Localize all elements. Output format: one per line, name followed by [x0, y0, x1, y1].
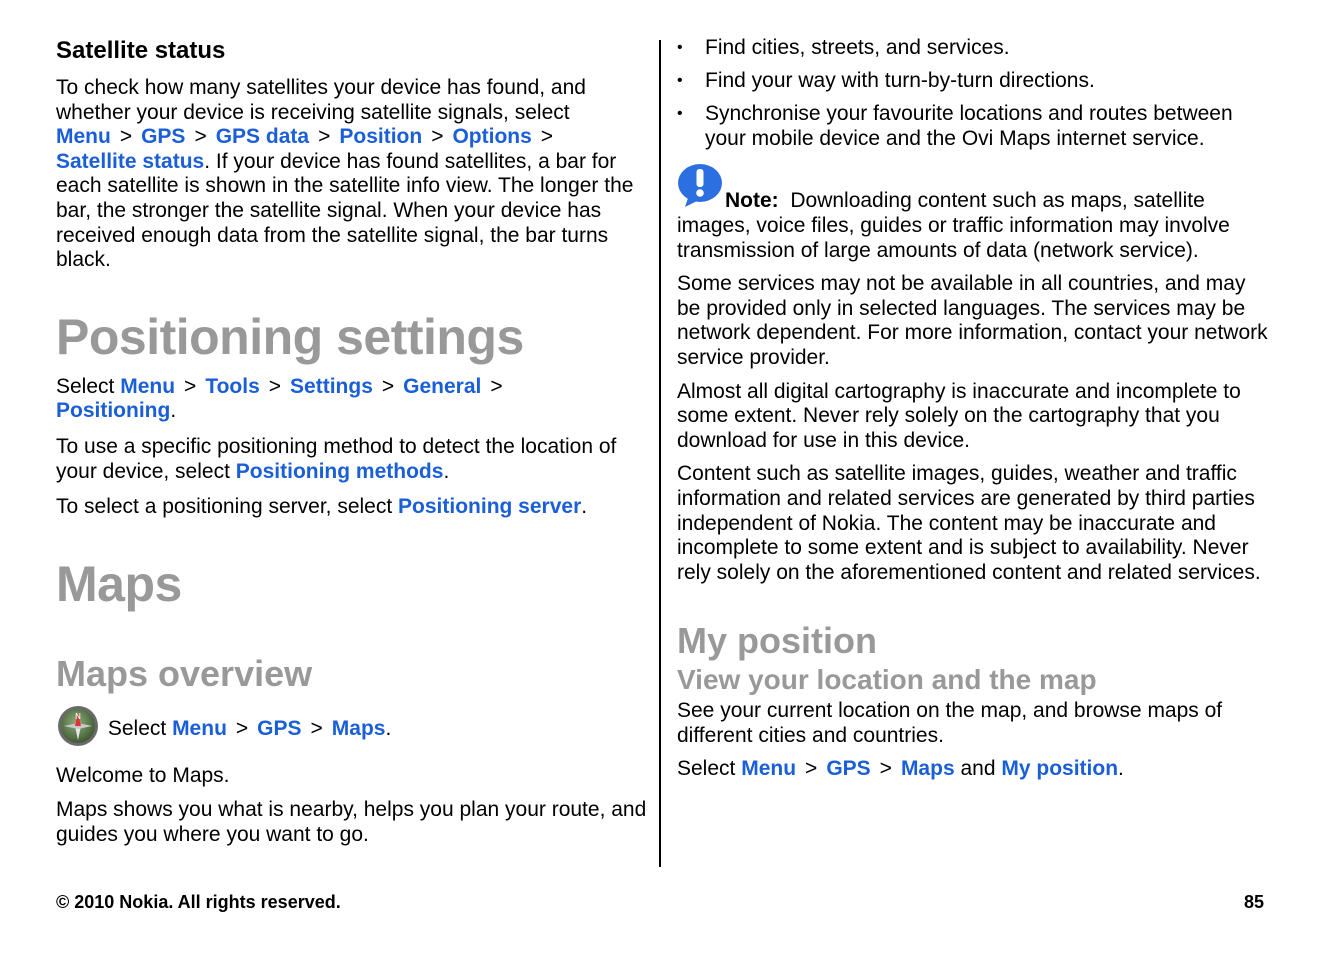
satellite-status-heading: Satellite status — [56, 37, 226, 64]
link-settings[interactable]: Settings — [290, 374, 373, 398]
link-positioning-methods[interactable]: Positioning methods — [235, 459, 444, 483]
maps-path-paragraph: N Select Menu > GPS > Maps. — [56, 704, 648, 755]
link-maps[interactable]: Maps — [900, 757, 955, 781]
view-location-subtitle: View your location and the map — [677, 664, 1097, 696]
note-text: Downloading content such as maps, satellite images, voice files, guides or traffic information may involve transmission of large amounts of data (network service). — [677, 189, 1230, 262]
note-block — [677, 163, 1269, 263]
positioning-server-paragraph: To select a positioning server, select Positioning server. — [56, 495, 588, 519]
list-item: • Find cities, streets, and services. — [677, 36, 1269, 61]
link-gps-data[interactable]: GPS data — [215, 125, 310, 149]
link-tools[interactable]: Tools — [205, 374, 260, 398]
link-menu[interactable]: Menu — [120, 374, 176, 398]
link-maps[interactable]: Maps — [331, 716, 386, 740]
footer-page-number: 85 — [1243, 892, 1264, 912]
maps-feature-list — [677, 36, 1269, 151]
link-my-position[interactable]: My position — [1001, 757, 1119, 781]
satellite-status-paragraph: To check how many satellites your device has found, and whether your device is receiving satellite signals, select Menu > GPS > GPS data > Position > Options > Satellite status. If your device has found satellites, a bar for each satellite is shown in the satellite info view. The longer the bar, the stronger the satellite signal. When your device has received enough data from the satellite signal, the bar turns black. — [56, 76, 634, 272]
left-column — [56, 36, 648, 847]
link-menu[interactable]: Menu — [56, 125, 111, 149]
link-position[interactable]: Position — [339, 125, 423, 149]
maps-overview-title: Maps overview — [56, 652, 313, 694]
my-position-path-paragraph: Select Menu > GPS > Maps and My position. — [677, 757, 1124, 781]
link-positioning-server[interactable]: Positioning server — [398, 495, 582, 519]
svg-text:N: N — [75, 711, 81, 721]
column-divider — [659, 40, 661, 867]
footer-copyright: © 2010 Nokia. All rights reserved. — [56, 892, 341, 912]
positioning-methods-paragraph: To use a specific positioning method to detect the location of your device, select Positioning methods. — [56, 434, 617, 483]
maps-title: Maps — [56, 555, 182, 612]
positioning-path-paragraph: Select Menu > Tools > Settings > General > Positioning. — [56, 374, 503, 423]
paragraph: Content such as satellite images, guides, weather and traffic information and related services are generated by third parties independent of Nokia. The content may be inaccurate and incomplete to some extent and is subject to availability. Never rely solely on the aforementioned content and related services. — [677, 462, 1261, 584]
my-position-title: My position — [677, 620, 877, 662]
right-column — [677, 36, 1269, 782]
link-satellite-status[interactable]: Satellite status — [56, 149, 205, 173]
link-gps[interactable]: GPS — [257, 716, 302, 740]
list-item: • Synchronise your favourite locations and routes between your mobile device and the Ovi Maps internet service. — [677, 102, 1269, 151]
link-general[interactable]: General — [403, 374, 482, 398]
my-position-text: See your current location on the map, and browse maps of different cities and countries. — [677, 699, 1223, 747]
paragraph: Almost all digital cartography is inaccurate and incomplete to some extent. Never rely solely on the cartography that you download for use in this device. — [677, 379, 1241, 452]
note-label: Note: — [725, 189, 779, 213]
maps-compass-icon — [56, 704, 102, 755]
link-gps[interactable]: GPS — [141, 125, 186, 149]
link-gps[interactable]: GPS — [826, 757, 871, 781]
link-menu[interactable]: Menu — [741, 757, 797, 781]
paragraph: Some services may not be available in all countries, and may be provided only in selected languages. The services may be network dependent. For more information, contact your network service provider. — [677, 272, 1268, 369]
link-menu[interactable]: Menu — [172, 716, 227, 740]
link-positioning[interactable]: Positioning — [56, 399, 171, 423]
maps-welcome-text: Welcome to Maps. — [56, 764, 230, 788]
link-options[interactable]: Options — [452, 125, 532, 149]
positioning-settings-title: Positioning settings — [56, 308, 524, 365]
note-exclamation-icon — [677, 163, 725, 214]
list-item: • Find your way with turn-by-turn directions. — [677, 69, 1269, 94]
maps-description-text: Maps shows you what is nearby, helps you plan your route, and guides you where you want to go. — [56, 797, 647, 846]
